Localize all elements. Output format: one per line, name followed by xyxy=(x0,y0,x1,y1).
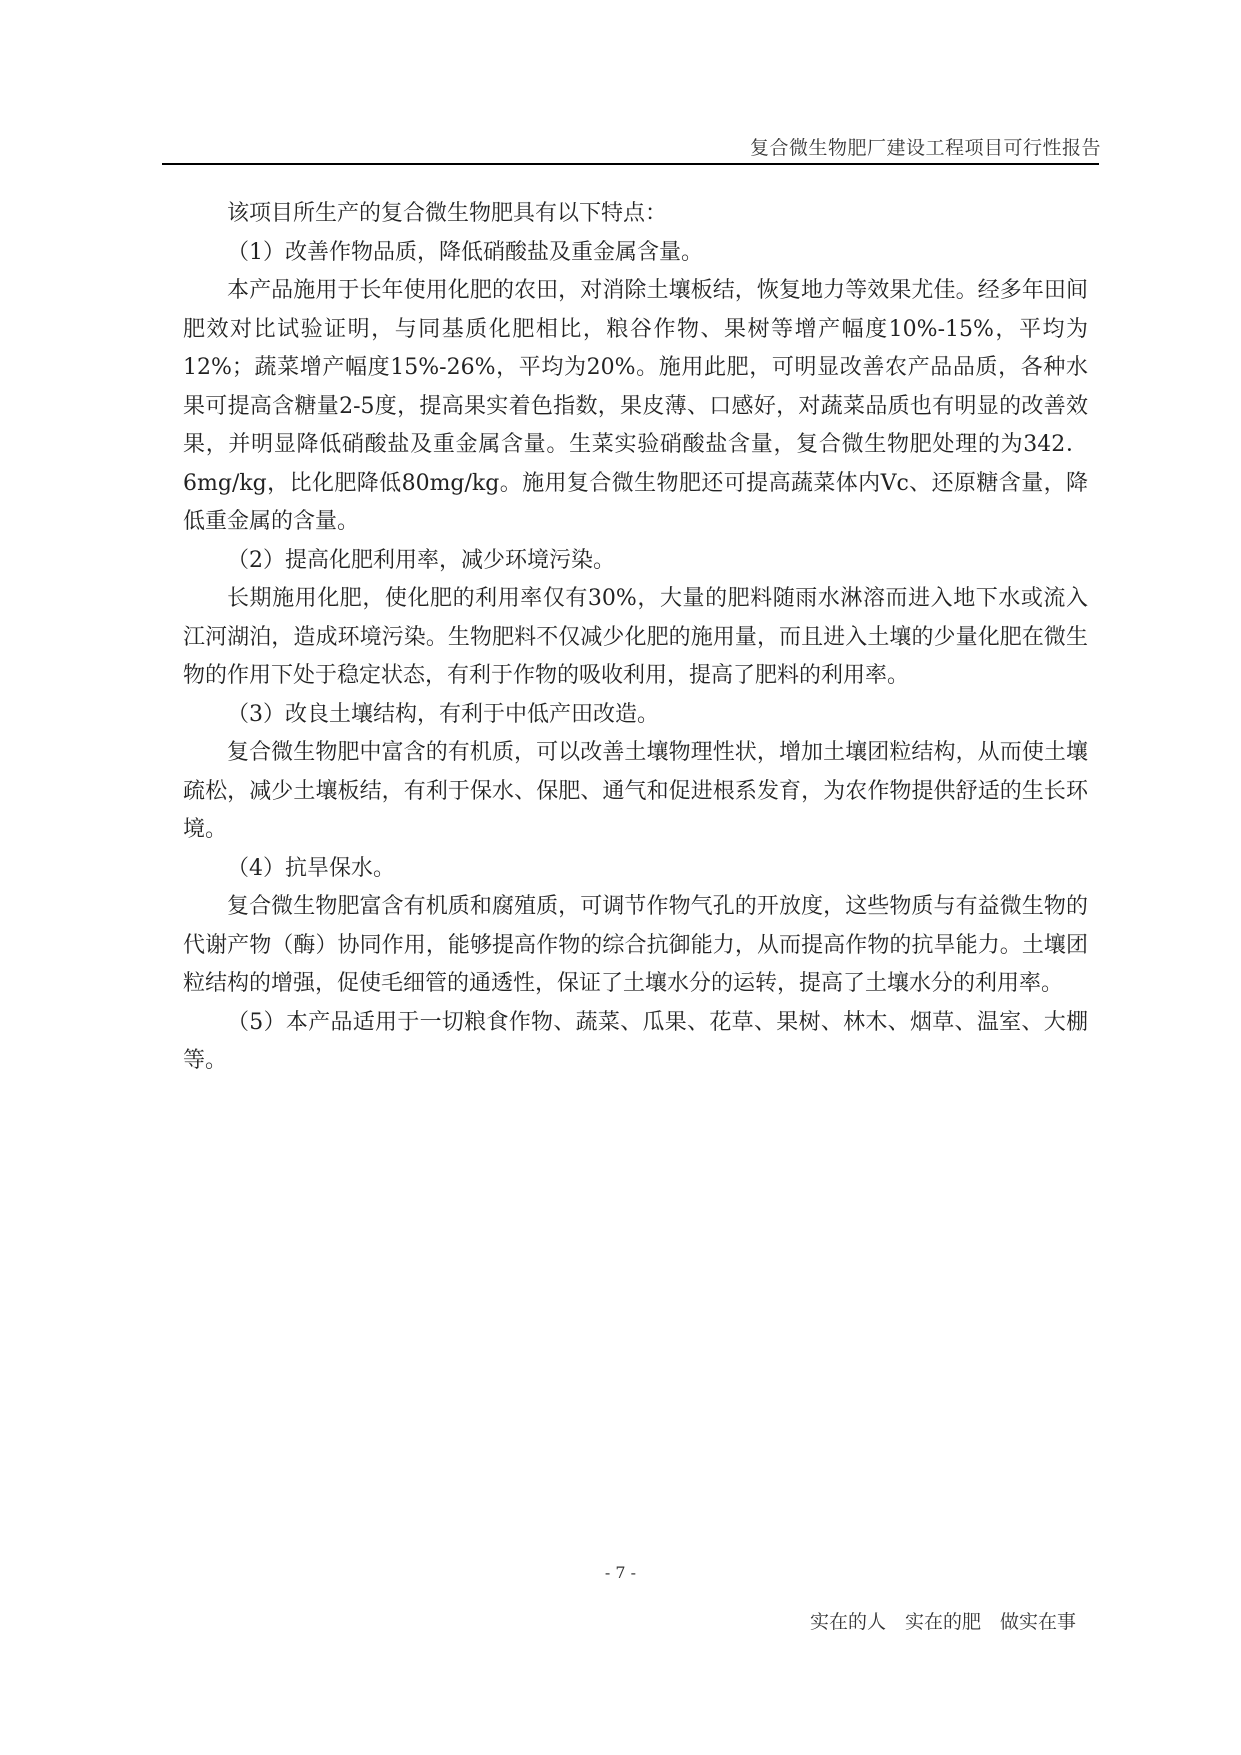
paragraph-intro: 该项目所生产的复合微生物肥具有以下特点： xyxy=(227,201,668,226)
section-heading-2: （2）提高化肥利用率，减少环境污染。 xyxy=(227,547,615,573)
paragraph-4: 复合微生物肥富含有机质和腐殖质，可调节作物气孔的开放度，这些物质与有益微生物的代谢产物（酶）协同作用，能够提高作物的综合抗御能力，从而提高作物的抗旱能力。土壤团粒结构的增强，促使毛细管的通透性，保证了土壤水分的运转，提高了土壤水分的利用率。 xyxy=(183,894,1088,996)
paragraph-1: 本产品施用于长年使用化肥的农田，对消除土壤板结，恢复地力等效果尤佳。经多年田间肥效对比试验证明，与同基质化肥相比，粮谷作物、果树等增产幅度10%-15%，平均为12%；蔬菜增产幅度15%-26%，平均为20%。施用此肥，可明显改善农产品品质，各种水果可提高含糖量2-5度，提高果实着色指数，果皮薄、口感好，对蔬菜品质也有明显的改善效果，并明显降低硝酸盐及重金属含量。生菜实验硝酸盐含量，复合微生物肥处理的为342．6mg/kg，比化肥降低80mg/kg。施用复合微生物肥还可提高蔬菜体内Vc、还原糖含量，降低重金属的含量。 xyxy=(183,278,1088,534)
section-heading-5: （5）本产品适用于一切粮食作物、蔬菜、瓜果、花草、果树、林木、烟草、温室、大棚等。 xyxy=(183,1009,1088,1073)
section-heading-1: （1）改善作物品质，降低硝酸盐及重金属含量。 xyxy=(227,239,703,265)
page-number: - 7 - xyxy=(604,1563,637,1582)
paragraph-2: 长期施用化肥，使化肥的利用率仅有30%，大量的肥料随雨水淋溶而进入地下水或流入江河湖泊，造成环境污染。生物肥料不仅减少化肥的施用量，而且进入土壤的少量化肥在微生物的作用下处于稳定状态，有利于作物的吸收利用，提高了肥料的利用率。 xyxy=(183,586,1088,688)
running-header-title: 复合微生物肥厂建设工程项目可行性报告 xyxy=(749,137,1101,159)
section-heading-3: （3）改良土壤结构，有利于中低产田改造。 xyxy=(227,701,659,727)
footer-slogan: 实在的人 实在的肥 做实在事 xyxy=(809,1611,1076,1633)
header-divider xyxy=(162,163,1099,165)
paragraph-3: 复合微生物肥中富含的有机质，可以改善土壤物理性状，增加土壤团粒结构，从而使土壤疏松，减少土壤板结，有利于保水、保肥、通气和促进根系发育，为农作物提供舒适的生长环境。 xyxy=(183,740,1088,842)
section-heading-4: （4）抗旱保水。 xyxy=(227,855,395,881)
body-text xyxy=(183,195,1088,1081)
